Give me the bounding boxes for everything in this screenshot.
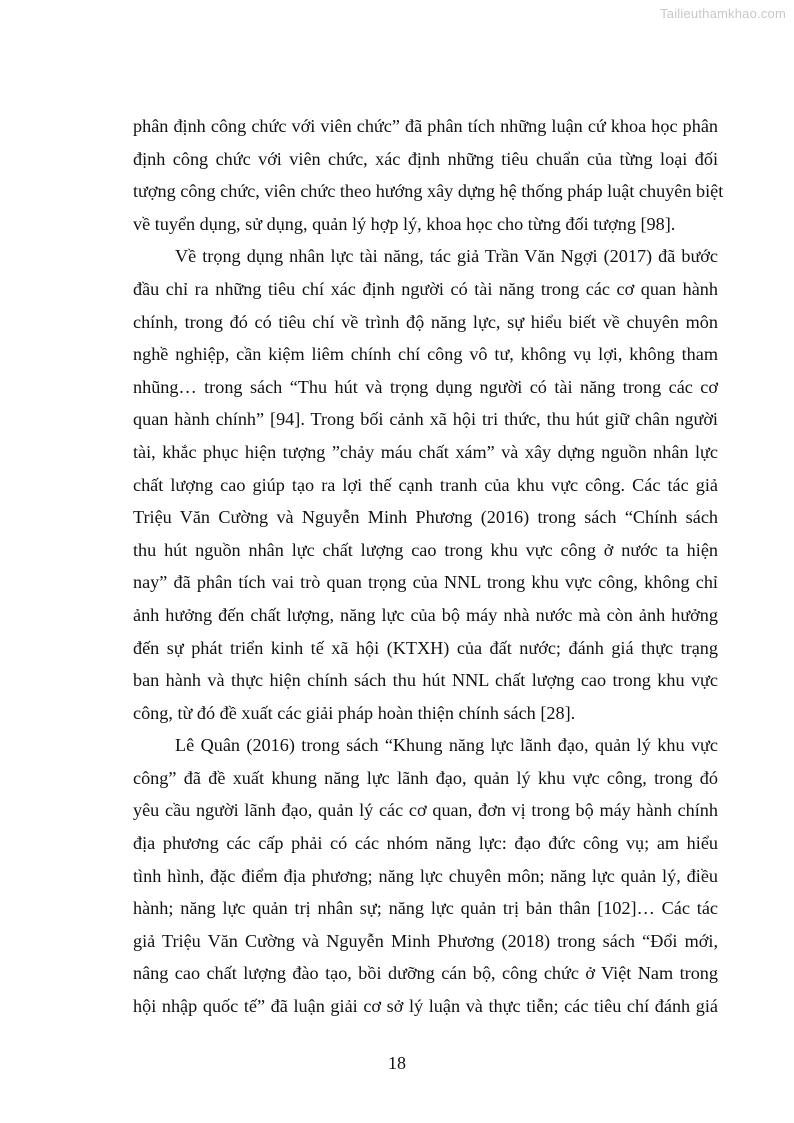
text-line: yêu cầu người lãnh đạo, quản lý các cơ quan, đơn vị trong bộ máy hành chính [133, 800, 718, 821]
text-line: về tuyển dụng, sử dụng, quản lý hợp lý, khoa học cho từng đối tượng [98]. [133, 213, 676, 234]
text-line: nay” đã phân tích vai trò quan trọng của NNL trong khu vực công, không chỉ [133, 572, 718, 593]
text-line: nghề nghiệp, cần kiệm liêm chính chí công vô tư, không vụ lợi, không tham [133, 344, 718, 365]
page-body [133, 110, 724, 1023]
text-line: nhũng… trong sách “Thu hút và trọng dụng người có tài năng trong các cơ [133, 376, 718, 397]
text-line: giả Triệu Văn Cường và Nguyễn Minh Phương (2018) trong sách “Đổi mới, [133, 930, 718, 951]
text-line: ban hành và thực hiện chính sách thu hút NNL chất lượng cao trong khu vực [133, 670, 718, 691]
text-line: tài, khắc phục hiện tượng ”chảy máu chất xám” và xây dựng nguồn nhân lực [133, 441, 718, 462]
text-line: tượng công chức, viên chức theo hướng xây dựng hệ thống pháp luật chuyên biệt [133, 181, 724, 202]
text-line: công” đã đề xuất khung năng lực lãnh đạo, quản lý khu vực công, trong đó [133, 767, 718, 788]
paragraph-3 [133, 729, 718, 1022]
text-line: đầu chỉ ra những tiêu chí xác định người có tài năng trong các cơ quan hành [133, 278, 718, 299]
text-line: địa phương các cấp phải có các nhóm năng lực: đạo đức công vụ; am hiểu [133, 833, 718, 854]
page-number: 18 [388, 1053, 406, 1073]
text-line: tình hình, đặc điểm địa phương; năng lực chuyên môn; năng lực quản lý, điều [133, 865, 718, 886]
text-line: quan hành chính” [94]. Trong bối cảnh xã hội tri thức, thu hút giữ chân người [133, 409, 718, 430]
text-line: hội nhập quốc tế” đã luận giải cơ sở lý luận và thực tiễn; các tiêu chí đánh giá [133, 996, 718, 1017]
paragraph-2 [133, 240, 718, 729]
text-line: hành; năng lực quản trị nhân sự; năng lực quản trị bản thân [102]… Các tác [133, 898, 718, 919]
text-line: Triệu Văn Cường và Nguyễn Minh Phương (2016) trong sách “Chính sách [133, 507, 718, 528]
text-line: ảnh hưởng đến chất lượng, năng lực của bộ máy nhà nước mà còn ảnh hưởng [133, 604, 718, 625]
text-line: chính, trong đó có tiêu chí về trình độ năng lực, sự hiểu biết về chuyên môn [133, 311, 718, 332]
text-line: công, từ đó đề xuất các giải pháp hoàn thiện chính sách [28]. [133, 702, 576, 723]
text-line: chất lượng cao giúp tạo ra lợi thế cạnh tranh của khu vực công. Các tác giả [133, 474, 718, 495]
text-line: thu hút nguồn nhân lực chất lượng cao trong khu vực công ở nước ta hiện [133, 539, 718, 560]
text-line: nâng cao chất lượng đào tạo, bồi dưỡng cán bộ, công chức ở Việt Nam trong [133, 963, 718, 984]
text-line: Về trọng dụng nhân lực tài năng, tác giả Trần Văn Ngợi (2017) đã bước [175, 246, 718, 267]
text-line: định công chức với viên chức, xác định những tiêu chuẩn của từng loại đối [133, 148, 718, 169]
text-line: đến sự phát triển kinh tế xã hội (KTXH) của đất nước; đánh giá thực trạng [133, 637, 718, 658]
paragraph-1 [133, 110, 724, 240]
text-line: Lê Quân (2016) trong sách “Khung năng lực lãnh đạo, quản lý khu vực [175, 735, 718, 756]
watermark: Tailieuthamkhao.com [660, 6, 786, 21]
text-line: phân định công chức với viên chức” đã phân tích những luận cứ khoa học phân [133, 116, 718, 136]
